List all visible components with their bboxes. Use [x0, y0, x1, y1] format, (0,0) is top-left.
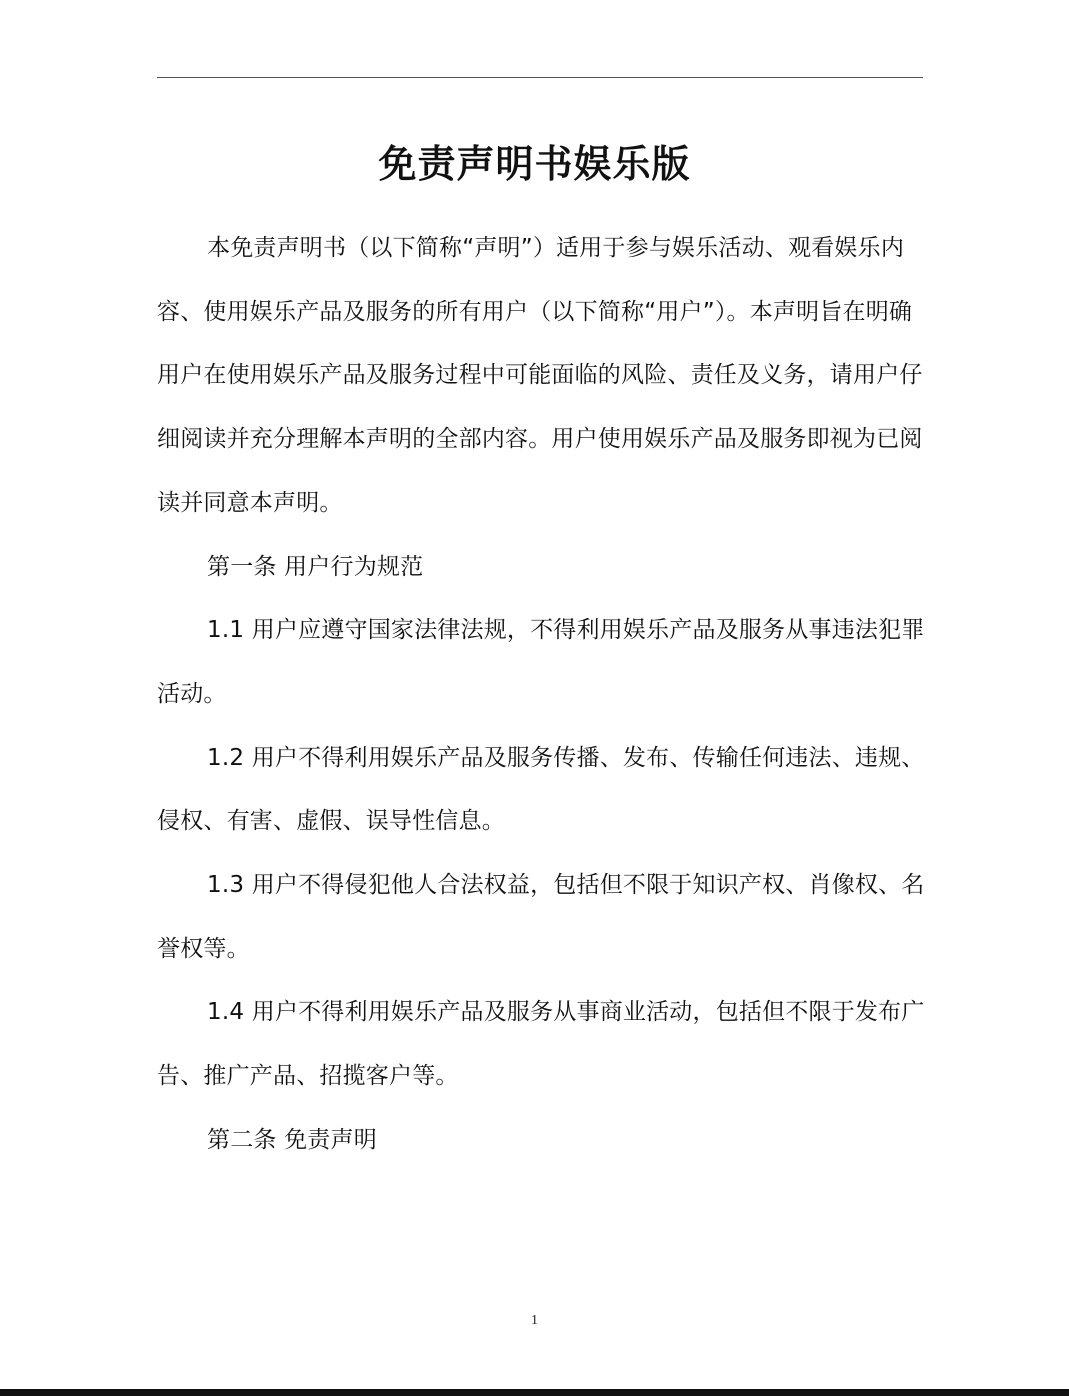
bottom-edge-bar	[0, 1389, 1069, 1396]
clause-1-3: 1.3 用户不得侵犯他人合法权益，包括但不限于知识产权、肖像权、名誉权等。	[157, 872, 925, 962]
page-number: 1	[531, 1313, 538, 1328]
intro-paragraph: 本免责声明书（以下简称“声明”）适用于参与娱乐活动、观看娱乐内容、使用娱乐产品及服务的所有用户（以下简称“用户”）。本声明旨在明确用户在使用娱乐产品及服务过程中可能面临的风险、责任及义务，请用户仔细阅读并充分理解本声明的全部内容。用户使用娱乐产品及服务即视为已阅读并同意本声明。	[157, 235, 923, 516]
clause-1-2: 1.2 用户不得利用娱乐产品及服务传播、发布、传输任何违法、违规、侵权、有害、虚假、误导性信息。	[157, 744, 925, 835]
section-heading-2: 第二条 免责声明	[207, 1126, 377, 1153]
clause-1-4: 1.4 用户不得利用娱乐产品及服务从事商业活动，包括但不限于发布广告、推广产品、招揽客户等。	[157, 999, 925, 1090]
document-title: 免责声明书娱乐版	[378, 142, 691, 186]
document-body	[157, 217, 925, 1173]
section-heading-1: 第一条 用户行为规范	[207, 553, 424, 580]
header-rule	[157, 77, 923, 78]
clause-1-1: 1.1 用户应遵守国家法律法规，不得利用娱乐产品及服务从事违法犯罪活动。	[157, 617, 925, 707]
